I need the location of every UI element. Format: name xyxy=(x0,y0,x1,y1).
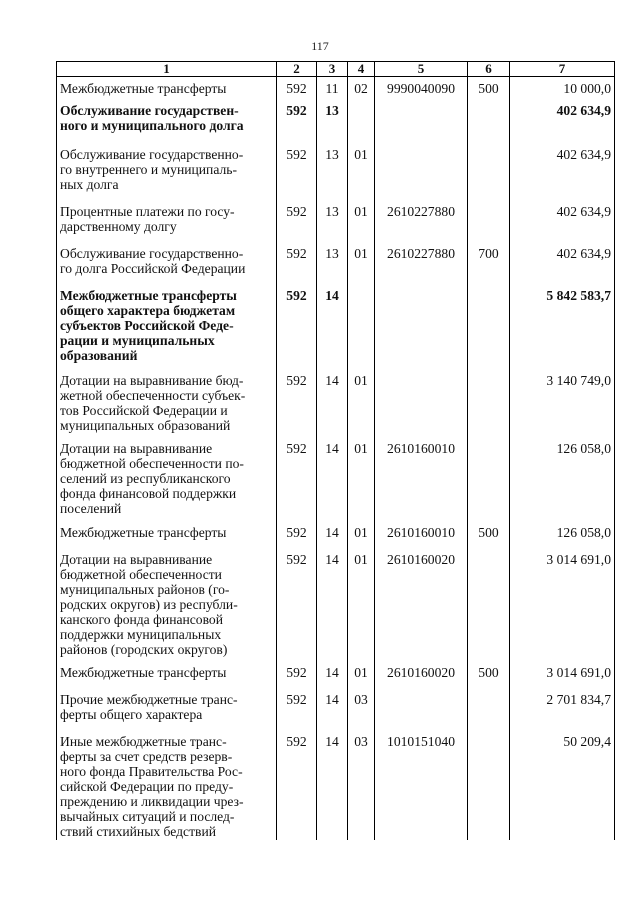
col-header-6: 6 xyxy=(468,62,510,77)
row-amount: 5 842 583,7 xyxy=(510,284,615,369)
row-col-5 xyxy=(375,688,468,730)
row-col-2: 592 xyxy=(277,143,317,200)
row-col-6 xyxy=(468,369,510,437)
row-col-5: 2610160010 xyxy=(375,521,468,548)
row-col-5: 1010151040 xyxy=(375,730,468,840)
row-col-4: 01 xyxy=(348,548,375,661)
table-row xyxy=(57,242,615,284)
row-col-2: 592 xyxy=(277,242,317,284)
row-name: Межбюджетные трансферты xyxy=(57,77,277,99)
row-col-6 xyxy=(468,200,510,242)
table-row xyxy=(57,521,615,548)
table-row xyxy=(57,437,615,521)
row-col-3: 13 xyxy=(317,99,348,143)
row-col-2: 592 xyxy=(277,369,317,437)
row-amount: 126 058,0 xyxy=(510,521,615,548)
col-header-2: 2 xyxy=(277,62,317,77)
row-col-4: 02 xyxy=(348,77,375,99)
table-row xyxy=(57,548,615,661)
row-col-6 xyxy=(468,437,510,521)
row-col-2: 592 xyxy=(277,548,317,661)
row-col-3: 14 xyxy=(317,369,348,437)
row-col-2: 592 xyxy=(277,521,317,548)
row-amount: 2 701 834,7 xyxy=(510,688,615,730)
table-row xyxy=(57,143,615,200)
row-col-5: 9990040090 xyxy=(375,77,468,99)
row-name: Обслуживание государствен- ного и муниципального долга xyxy=(57,99,277,143)
row-col-6: 500 xyxy=(468,77,510,99)
row-col-2: 592 xyxy=(277,437,317,521)
row-col-2: 592 xyxy=(277,77,317,99)
row-col-5: 2610160020 xyxy=(375,661,468,688)
table-row xyxy=(57,99,615,143)
row-col-2: 592 xyxy=(277,284,317,369)
row-col-4: 01 xyxy=(348,437,375,521)
row-amount: 126 058,0 xyxy=(510,437,615,521)
row-name: Обслуживание государственно- го внутреннего и муниципаль- ных долга xyxy=(57,143,277,200)
row-col-4: 03 xyxy=(348,730,375,840)
row-col-6 xyxy=(468,284,510,369)
row-col-6: 700 xyxy=(468,242,510,284)
row-name: Обслуживание государственно- го долга Российской Федерации xyxy=(57,242,277,284)
row-col-4: 01 xyxy=(348,661,375,688)
row-name: Прочие межбюджетные транс- ферты общего характера xyxy=(57,688,277,730)
row-col-4: 03 xyxy=(348,688,375,730)
row-col-5: 2610227880 xyxy=(375,242,468,284)
row-name: Дотации на выравнивание бюджетной обеспеченности муниципальных районов (го- родских округов) из республи- канского фонда финансовой поддержки муниципальных районов (городских округов) xyxy=(57,548,277,661)
row-col-3: 13 xyxy=(317,242,348,284)
row-col-5: 2610227880 xyxy=(375,200,468,242)
row-amount: 3 014 691,0 xyxy=(510,548,615,661)
table-row xyxy=(57,661,615,688)
row-name: Межбюджетные трансферты xyxy=(57,661,277,688)
row-col-3: 14 xyxy=(317,437,348,521)
row-col-6 xyxy=(468,548,510,661)
row-col-4: 01 xyxy=(348,200,375,242)
row-col-5 xyxy=(375,99,468,143)
row-col-3: 14 xyxy=(317,688,348,730)
row-name: Межбюджетные трансферты xyxy=(57,521,277,548)
row-name: Процентные платежи по госу- дарственному долгу xyxy=(57,200,277,242)
row-col-2: 592 xyxy=(277,688,317,730)
row-col-6 xyxy=(468,688,510,730)
page-number: 117 xyxy=(311,39,329,53)
row-amount: 3 140 749,0 xyxy=(510,369,615,437)
row-col-6 xyxy=(468,99,510,143)
row-col-3: 14 xyxy=(317,661,348,688)
table-row xyxy=(57,284,615,369)
row-col-5: 2610160020 xyxy=(375,548,468,661)
row-col-6: 500 xyxy=(468,661,510,688)
row-amount: 402 634,9 xyxy=(510,143,615,200)
row-col-6: 500 xyxy=(468,521,510,548)
row-col-4: 01 xyxy=(348,242,375,284)
row-amount: 3 014 691,0 xyxy=(510,661,615,688)
row-amount: 10 000,0 xyxy=(510,77,615,99)
row-col-2: 592 xyxy=(277,99,317,143)
col-header-1: 1 xyxy=(57,62,277,77)
row-col-5 xyxy=(375,143,468,200)
row-col-3: 13 xyxy=(317,200,348,242)
row-amount: 50 209,4 xyxy=(510,730,615,840)
row-col-5 xyxy=(375,369,468,437)
table-row xyxy=(57,369,615,437)
row-col-6 xyxy=(468,143,510,200)
row-col-2: 592 xyxy=(277,730,317,840)
table-row xyxy=(57,77,615,99)
row-col-4: 01 xyxy=(348,369,375,437)
row-col-3: 14 xyxy=(317,730,348,840)
row-col-4: 01 xyxy=(348,143,375,200)
row-col-4: 01 xyxy=(348,521,375,548)
row-col-5: 2610160010 xyxy=(375,437,468,521)
row-col-5 xyxy=(375,284,468,369)
row-amount: 402 634,9 xyxy=(510,242,615,284)
col-header-4: 4 xyxy=(348,62,375,77)
budget-table xyxy=(56,61,615,840)
row-name: Межбюджетные трансферты общего характера бюджетам субъектов Российской Феде- рации и муниципальных образований xyxy=(57,284,277,369)
table-row xyxy=(57,730,615,840)
row-col-4 xyxy=(348,284,375,369)
row-col-4 xyxy=(348,99,375,143)
header-row xyxy=(57,62,615,77)
col-header-3: 3 xyxy=(317,62,348,77)
col-header-5: 5 xyxy=(375,62,468,77)
row-col-3: 14 xyxy=(317,284,348,369)
table-row xyxy=(57,200,615,242)
row-col-3: 14 xyxy=(317,548,348,661)
row-name: Дотации на выравнивание бюд- жетной обеспеченности субъек- тов Российской Федерации и муниципальных образований xyxy=(57,369,277,437)
row-col-6 xyxy=(468,730,510,840)
row-col-2: 592 xyxy=(277,661,317,688)
row-name: Дотации на выравнивание бюджетной обеспеченности по- селений из республиканского фонда финансовой поддержки поселений xyxy=(57,437,277,521)
row-col-2: 592 xyxy=(277,200,317,242)
col-header-7: 7 xyxy=(510,62,615,77)
row-name: Иные межбюджетные транс- ферты за счет средств резерв- ного фонда Правительства Рос- сийской Федерации по преду- преждению и ликвидации чрез- вычайных ситуаций и послед- ствий стихийных бедствий xyxy=(57,730,277,840)
row-col-3: 14 xyxy=(317,521,348,548)
row-col-3: 11 xyxy=(317,77,348,99)
row-col-3: 13 xyxy=(317,143,348,200)
row-amount: 402 634,9 xyxy=(510,200,615,242)
table-row xyxy=(57,688,615,730)
row-amount: 402 634,9 xyxy=(510,99,615,143)
